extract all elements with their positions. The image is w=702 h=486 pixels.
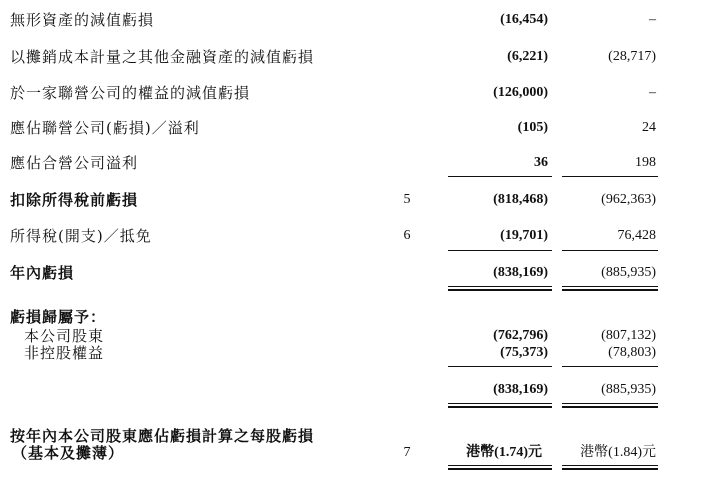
prior-year-value: (885,935) (601, 382, 656, 397)
underline-rule (448, 250, 552, 251)
prior-year-value: 港幣(1.84)元 (580, 445, 656, 460)
underline-rule (562, 366, 658, 367)
double-underline-rule (448, 403, 552, 404)
table-row (0, 82, 702, 106)
prior-year-value: (807,132) (601, 328, 656, 343)
table-row (0, 225, 702, 249)
attributable-heading: 虧損歸屬予： (10, 308, 107, 326)
row-label: 應佔聯營公司(虧損)／溢利 (10, 119, 200, 137)
row-label: 本公司股東 (24, 327, 105, 345)
double-underline-rule (448, 286, 552, 287)
note-ref: 6 (403, 228, 411, 243)
double-underline-rule (448, 406, 552, 408)
current-year-value: 港幣(1.74)元 (466, 445, 542, 460)
prior-year-value: 24 (642, 120, 656, 135)
current-year-value: (838,169) (493, 382, 548, 397)
row-label: 扣除所得稅前虧損 (10, 191, 139, 209)
note-ref: 7 (403, 445, 411, 460)
double-underline-rule (562, 465, 658, 466)
current-year-value: (16,454) (500, 12, 548, 27)
table-row (0, 379, 702, 403)
underline-rule (562, 250, 658, 251)
double-underline-rule (562, 468, 658, 470)
row-label: 非控股權益 (24, 344, 105, 362)
current-year-value: (105) (517, 120, 548, 135)
row-label: 所得稅(開支)／抵免 (10, 227, 152, 245)
current-year-value: (818,468) (493, 192, 548, 207)
table-row (0, 189, 702, 213)
current-year-value: (838,169) (493, 265, 548, 280)
underline-rule (448, 366, 552, 367)
double-underline-rule (562, 286, 658, 287)
row-label: 應佔合營公司溢利 (10, 154, 139, 172)
double-underline-rule (448, 468, 552, 470)
prior-year-value: (885,935) (601, 265, 656, 280)
table-row (0, 342, 702, 366)
double-underline-rule (562, 403, 658, 404)
prior-year-value: (28,717) (608, 49, 656, 64)
current-year-value: (762,796) (493, 328, 548, 343)
table-row (0, 442, 702, 466)
table-row (0, 46, 702, 70)
current-year-value: (75,373) (500, 345, 548, 360)
table-row (0, 117, 702, 141)
prior-year-value: (78,803) (608, 345, 656, 360)
row-label: 於一家聯營公司的權益的減值虧損 (10, 84, 251, 102)
prior-year-value: 198 (635, 155, 656, 170)
note-ref: 5 (403, 192, 411, 207)
double-underline-rule (562, 406, 658, 408)
table-row (0, 9, 702, 33)
prior-year-value: 76,428 (617, 228, 656, 243)
table-row (0, 152, 702, 176)
underline-rule (448, 176, 552, 177)
double-underline-rule (562, 289, 658, 291)
current-year-value: (6,221) (507, 49, 548, 64)
underline-rule (562, 176, 658, 177)
row-label: 以攤銷成本計量之其他金融資產的減值虧損 (10, 48, 315, 66)
prior-year-value: – (649, 85, 656, 100)
prior-year-value: – (649, 12, 656, 27)
current-year-value: (19,701) (500, 228, 548, 243)
current-year-value: (126,000) (493, 85, 548, 100)
row-label: 按年內本公司股東應佔虧損計算之每股虧損 (10, 427, 315, 445)
double-underline-rule (448, 289, 552, 291)
row-label: 無形資產的減值虧損 (10, 11, 155, 29)
prior-year-value: (962,363) (601, 192, 656, 207)
row-label-continued: （基本及攤薄） (12, 444, 125, 462)
table-row (0, 262, 702, 286)
double-underline-rule (448, 465, 552, 466)
current-year-value: 36 (534, 155, 548, 170)
row-label: 年內虧損 (10, 264, 75, 282)
